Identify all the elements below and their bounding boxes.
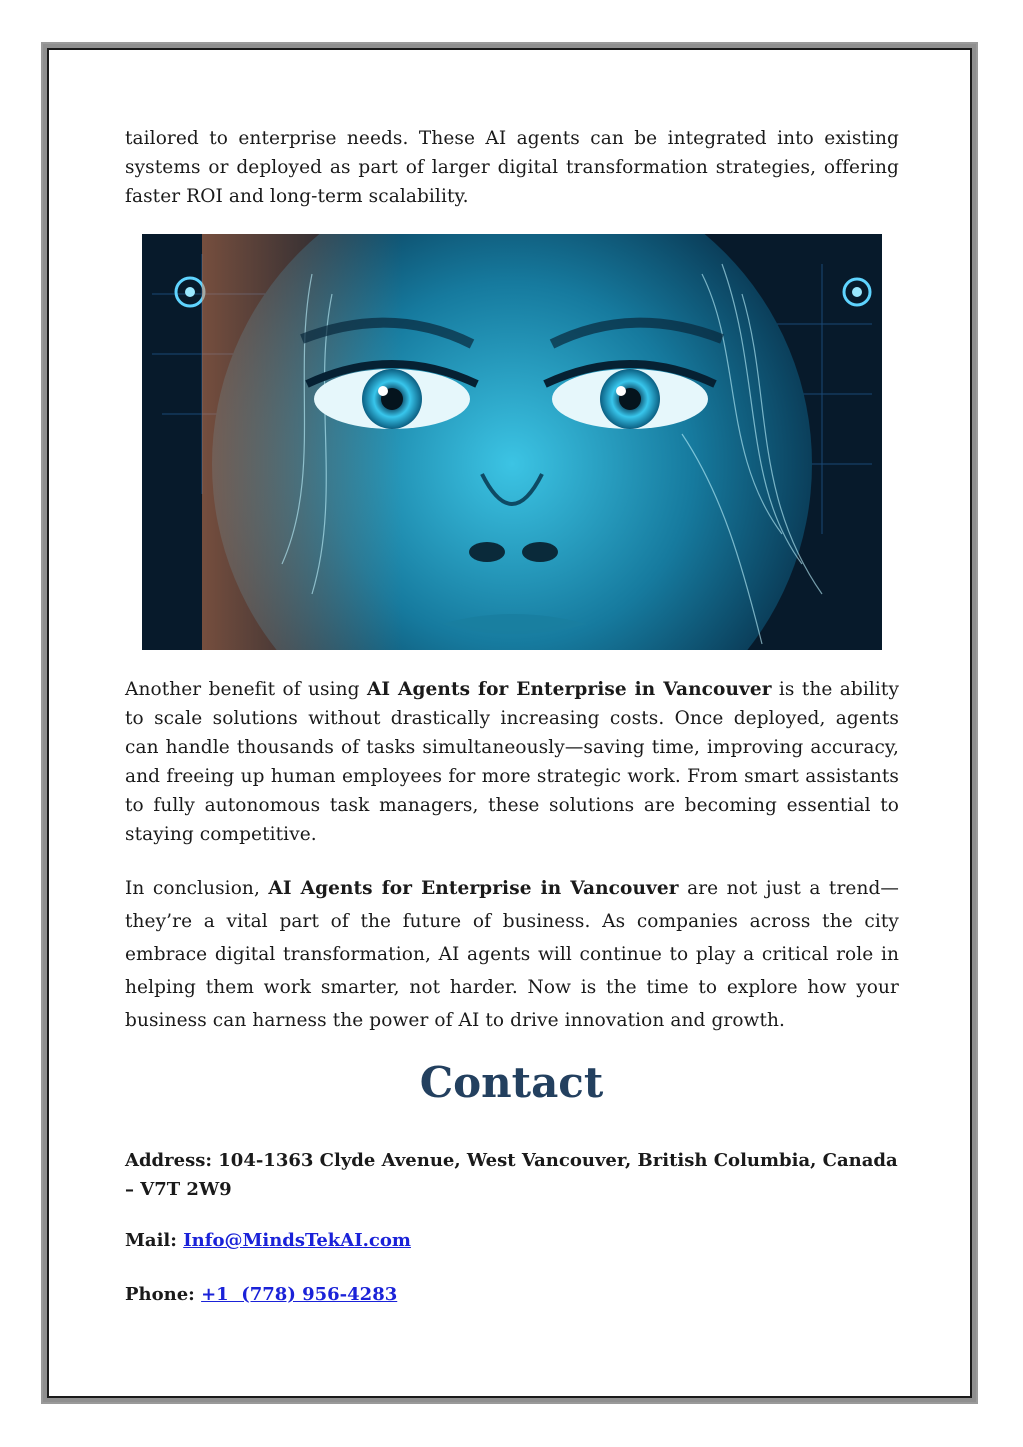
intro-paragraph: tailored to enterprise needs. These AI agents can be integrated into existing systems or deployed as part of larger digital transformation strategies, offering faster ROI and long-term scalability. — [125, 128, 899, 207]
contact-heading: Contact — [419, 1058, 604, 1107]
benefit-paragraph — [125, 675, 899, 849]
ai-face-graphic — [142, 234, 882, 650]
phone-line — [125, 1280, 905, 1309]
address-label: Address: — [125, 1150, 212, 1171]
mail-line — [125, 1226, 905, 1255]
benefit-highlight: AI Agents for Enterprise in Vancouver — [366, 679, 772, 700]
benefit-section — [125, 675, 899, 849]
conclusion-highlight: AI Agents for Enterprise in Vancouver — [268, 878, 679, 899]
conclusion-section — [125, 872, 899, 1037]
benefit-text-before: Another benefit of using — [125, 679, 367, 700]
benefit-text-after: is the ability to scale solutions without drastically increasing costs. Once deployed, agents can handle thousands of tasks simultaneously—saving time, improving accuracy, and freeing up human employees for more strategic work. From smart assistants to fully autonomous task managers, these solutions are becoming essential to staying competitive. — [125, 679, 899, 845]
conclusion-paragraph — [125, 872, 899, 1037]
address-value: 104-1363 Clyde Avenue, West Vancouver, British Columbia, Canada – V7T 2W9 — [125, 1150, 898, 1200]
mail-label: Mail: — [125, 1230, 177, 1251]
address-line — [125, 1146, 905, 1204]
conclusion-text-before: In conclusion, — [125, 878, 269, 899]
conclusion-text-after: are not just a trend—they’re a vital part of the future of business. As companies across the city embrace digital transformation, AI agents will continue to play a critical role in helping them work smarter, not harder. Now is the time to explore how your business can harness the power of AI to drive innovation and growth. — [125, 878, 899, 1031]
phone-link[interactable]: +1 (778) 956-4283 — [201, 1284, 398, 1305]
phone-label: Phone: — [125, 1284, 195, 1305]
mail-link[interactable]: Info@MindsTekAI.com — [183, 1230, 411, 1251]
intro-section — [125, 124, 899, 211]
ai-face-illustration — [142, 234, 882, 650]
